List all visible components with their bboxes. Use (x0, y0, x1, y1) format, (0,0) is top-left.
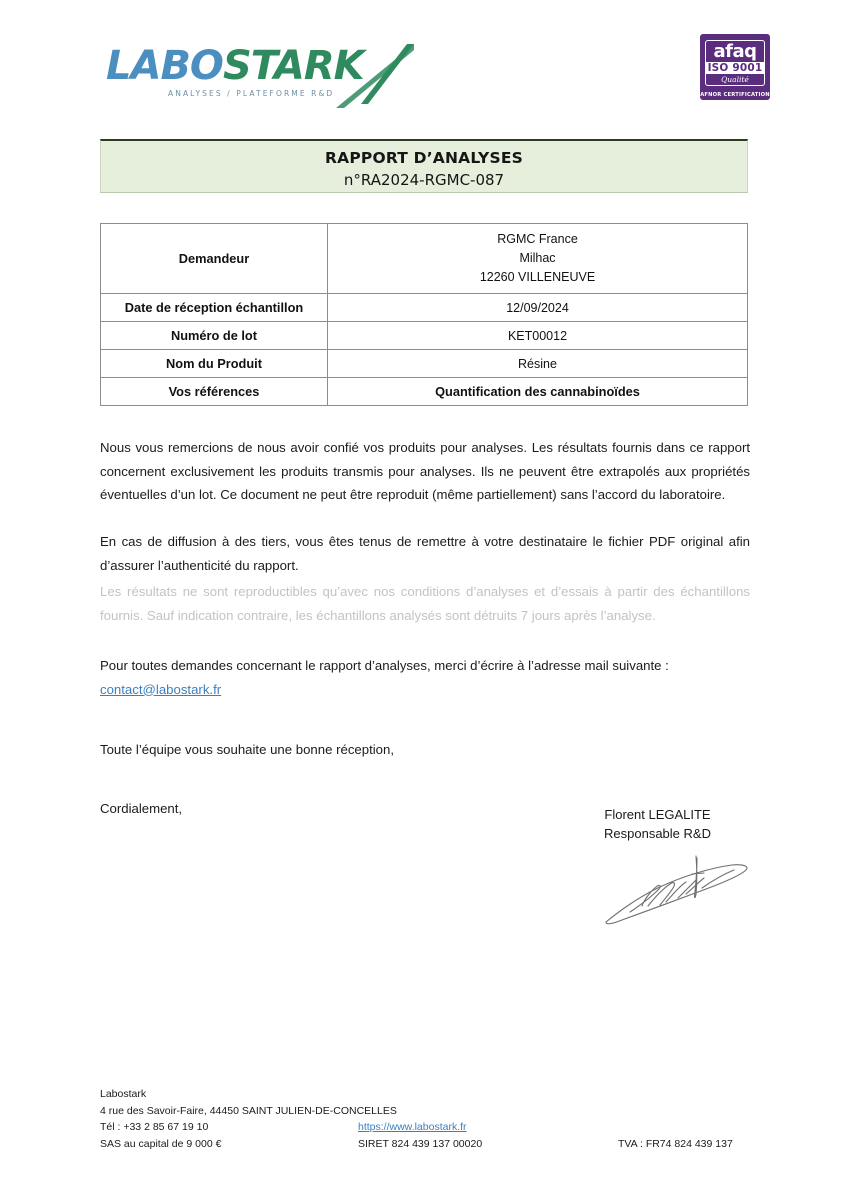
closing-line-2: Cordialement, (100, 801, 183, 816)
footer-website-link[interactable]: https://www.labostark.fr (358, 1121, 467, 1133)
contact-paragraph-text: Pour toutes demandes concernant le rapport d’analyses, merci d’écrire à l’adresse mail suivante : (100, 658, 669, 673)
report-reference-number: n°RA2024-RGMC-087 (343, 171, 505, 189)
footer-website-wrapper (358, 1119, 467, 1136)
row-value-date-reception: 12/09/2024 (328, 294, 748, 322)
document-header (100, 34, 770, 116)
signatory-role: Responsable R&D (604, 826, 711, 841)
intro-paragraph: Nous vous remercions de nous avoir confié vos produits pour analyses. Les résultats fournis dans ce rapport concernent exclusivement les produits transmis pour analyses. Ils ne peuvent être extrapolés aux propriétés éventuelles d’un lot. Ce document ne peut être reproduit (même partiellement) sans l’accord du laboratoire. (100, 440, 750, 502)
footer-siret: SIRET 824 439 137 00020 (358, 1137, 483, 1150)
value-line: Milhac (519, 251, 556, 265)
table-row (101, 378, 748, 406)
row-label-date-reception: Date de réception échantillon (101, 294, 328, 322)
footer-capital: SAS au capital de 9 000 € (100, 1137, 222, 1150)
table-row (101, 294, 748, 322)
page-title: RAPPORT D’ANALYSES (325, 149, 523, 167)
row-value-numero-lot: KET00012 (328, 322, 748, 350)
footer-row (100, 1119, 755, 1136)
table-body (101, 224, 748, 406)
signature-block (560, 805, 755, 843)
handwritten-signature-icon (600, 848, 765, 928)
row-label-nom-produit: Nom du Produit (101, 350, 328, 378)
report-title-banner (100, 139, 748, 193)
logo-text-stark: STARK (222, 43, 364, 89)
table-row (101, 322, 748, 350)
closing-line-1: Toute l’équipe vous souhaite une bonne réception, (100, 742, 395, 757)
logo-swoosh-icon (328, 42, 414, 110)
afaq-iso9001-logo (700, 34, 770, 100)
logo-tagline: ANALYSES / PLATEFORME R&D (168, 89, 335, 98)
sample-information-table (100, 223, 748, 406)
value-line: RGMC France (497, 232, 578, 246)
table-row (101, 350, 748, 378)
table-row (101, 224, 748, 294)
footer-row (100, 1136, 755, 1153)
signatory-name: Florent LEGALITE (604, 807, 711, 822)
reproducibility-disclaimer-paragraph: Les résultats ne sont reproductibles qu’avec nos conditions d’analyses et d’essais à partir des échantillons fournis. Sauf indication contraire, les échantillons analysés sont détruits 7 jours après l’analyse. (100, 584, 750, 623)
afaq-standard-text: ISO 9001 (707, 62, 763, 74)
afaq-certification-body-text: AFNOR CERTIFICATION (700, 92, 770, 98)
contact-email-link[interactable]: contact@labostark.fr (100, 681, 222, 697)
row-label-demandeur: Demandeur (101, 224, 328, 294)
value-line: 12260 VILLENEUVE (479, 270, 596, 284)
footer-company-name: Labostark (100, 1088, 147, 1100)
row-value-nom-produit: Résine (328, 350, 748, 378)
afaq-brand-text: afaq (713, 41, 757, 62)
labostark-logo (106, 44, 381, 110)
diffusion-paragraph: En cas de diffusion à des tiers, vous êtes tenus de remettre à votre destinataire le fichier PDF original afin d’assurer l’authenticité du rapport. (100, 534, 750, 573)
afaq-quality-text: Qualité (721, 75, 749, 84)
footer-phone: Tél : +33 2 85 67 19 10 (100, 1121, 209, 1133)
footer-row (100, 1086, 755, 1103)
footer-address: 4 rue des Savoir-Faire, 44450 SAINT JULIEN-DE-CONCELLES (100, 1104, 397, 1117)
document-footer (100, 1086, 755, 1152)
contact-paragraph (100, 654, 750, 701)
row-label-numero-lot: Numéro de lot (101, 322, 328, 350)
row-value-demandeur (328, 224, 748, 294)
footer-tva: TVA : FR74 824 439 137 (618, 1137, 733, 1150)
row-label-vos-references: Vos références (101, 378, 328, 406)
footer-row (100, 1103, 755, 1120)
row-value-vos-references: Quantification des cannabinoïdes (328, 378, 748, 406)
logo-text-labo: LABO (106, 43, 223, 89)
